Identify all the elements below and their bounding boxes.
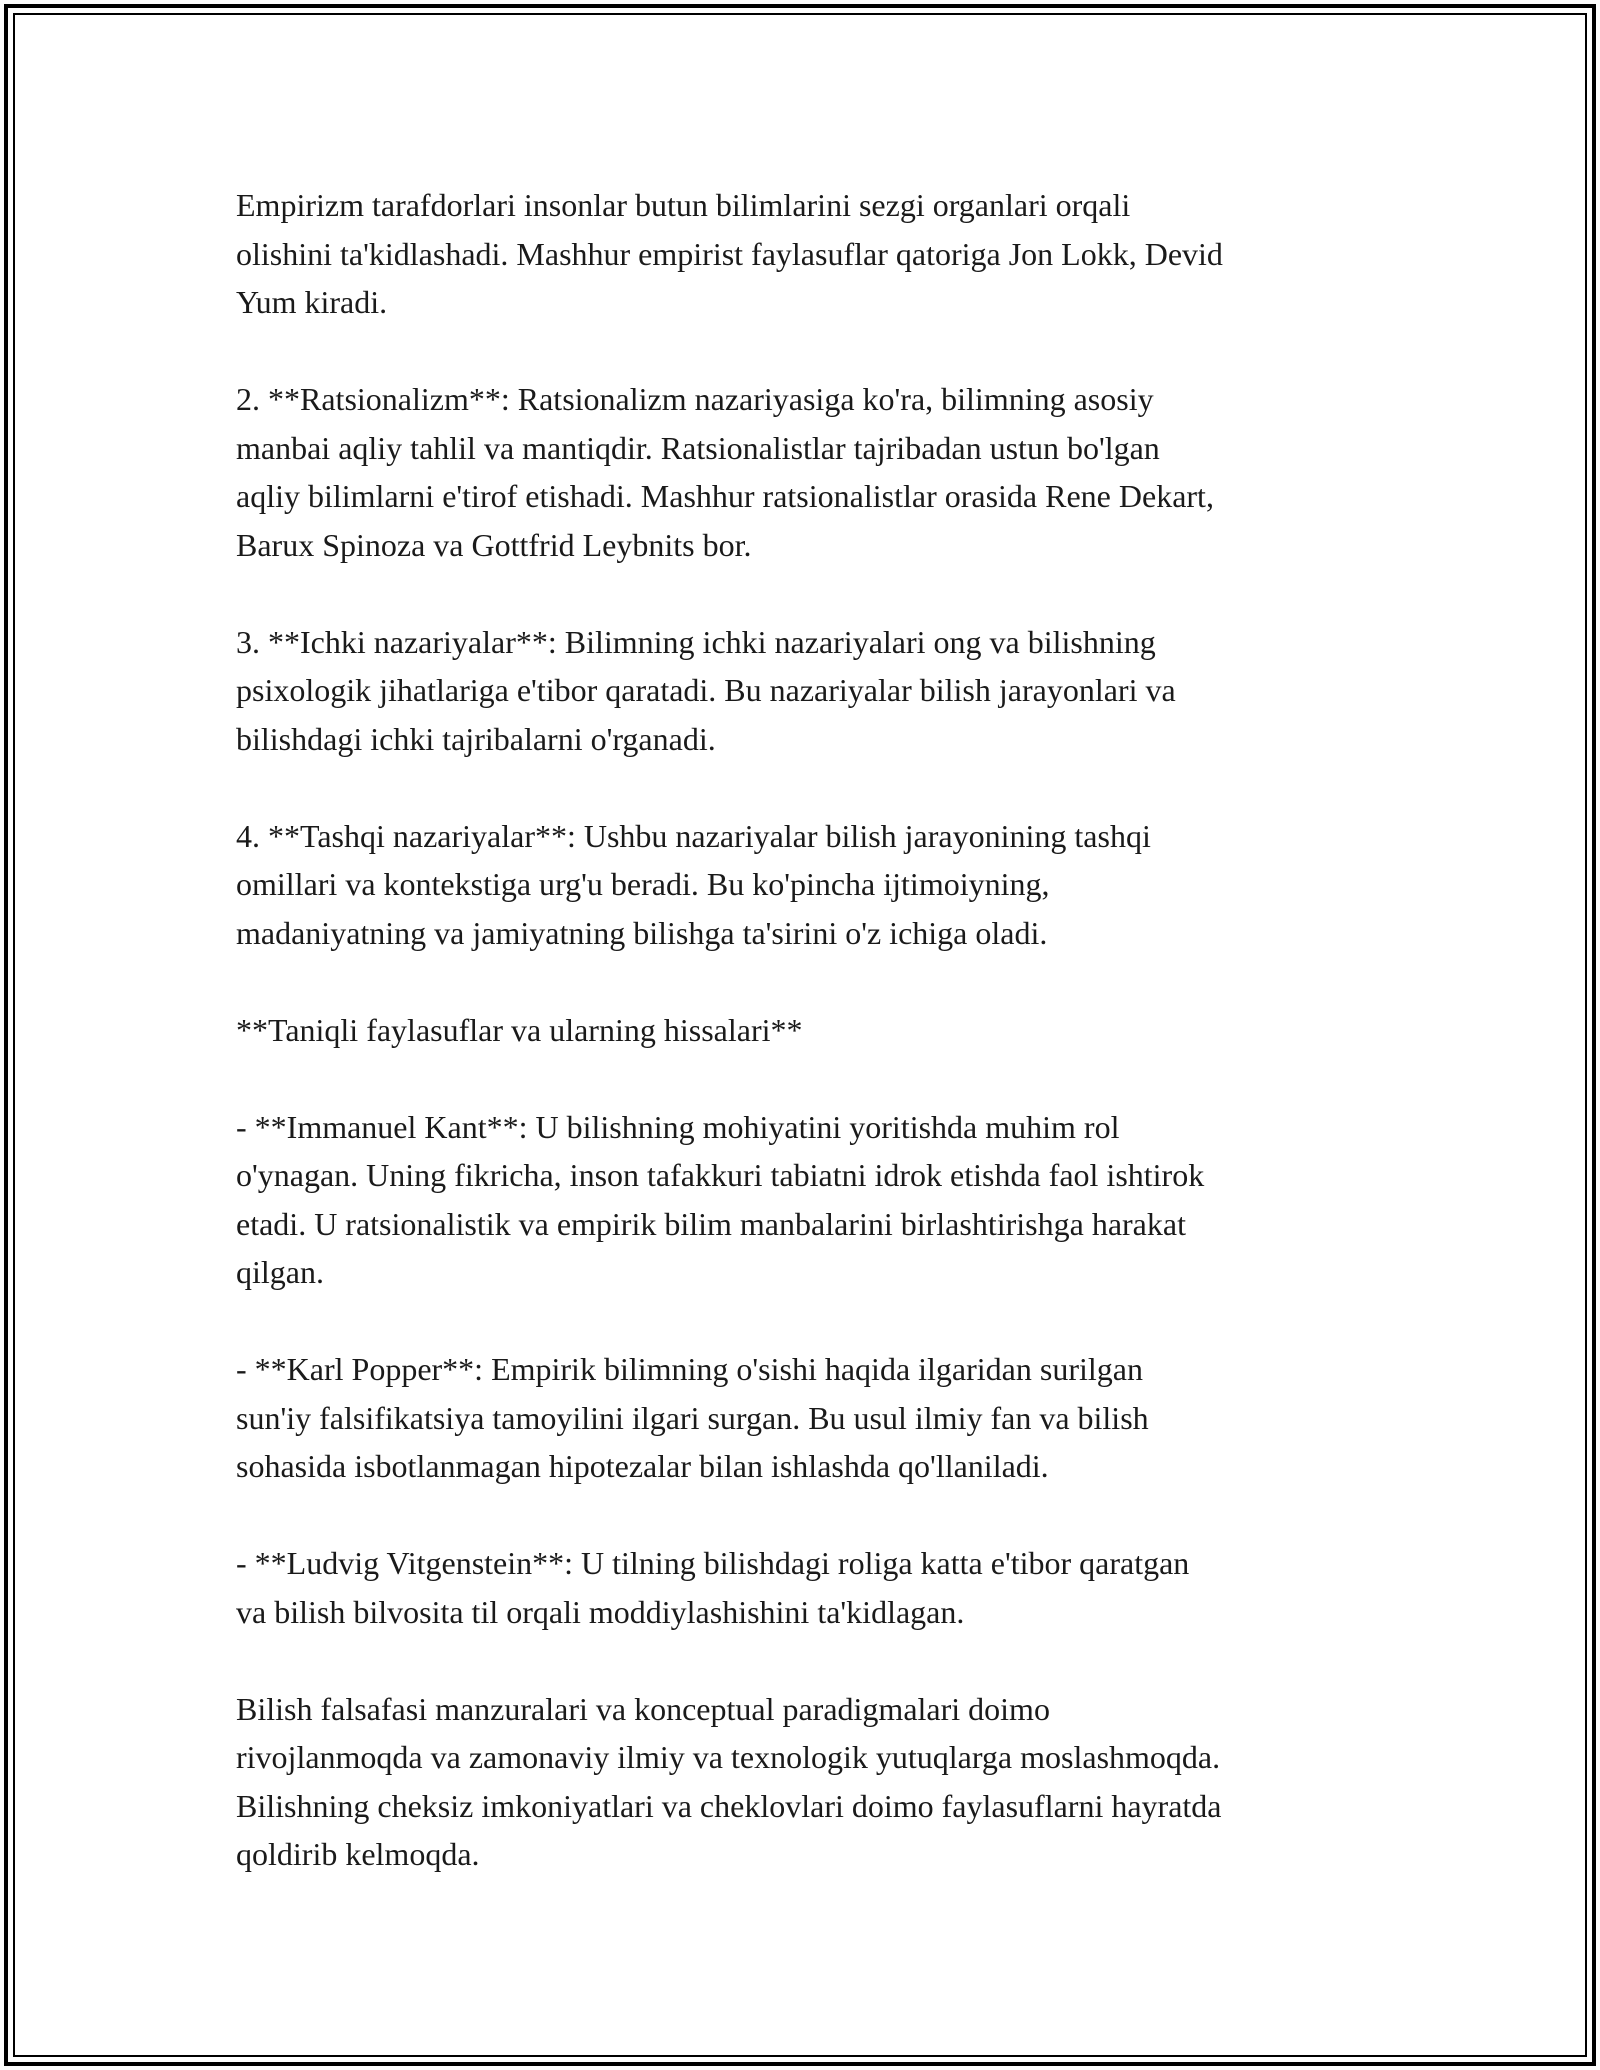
document-body: [236, 181, 1376, 1879]
text-line: 3. **Ichki nazariyalar**: Bilimning ichki nazariyalari ong va bilishning: [236, 623, 1156, 660]
text-line: omillari va kontekstiga urg'u beradi. Bu ko'pincha ijtimoiyning,: [236, 866, 1050, 902]
text-line: aqliy bilimlarni e'tirof etishadi. Mashhur ratsionalistlar orasida Rene Dekart,: [236, 478, 1214, 514]
text-line: etadi. U ratsionalistik va empirik bilim manbalarini birlashtirishga harakat: [236, 1205, 1186, 1242]
text-line: va bilish bilvosita til orqali moddiylashishini ta'kidlagan.: [236, 1593, 965, 1630]
list-item-vitgenstein: [236, 1539, 1376, 1636]
text-line: Barux Spinoza va Gottfrid Leybnits bor.: [236, 526, 752, 563]
text-line: psixologik jihatlariga e'tibor qaratadi. Bu nazariyalar bilish jarayonlari va: [236, 672, 1176, 708]
text-line: sun'iy falsifikatsiya tamoyilini ilgari surgan. Bu usul ilmiy fan va bilish: [236, 1399, 1149, 1436]
text-line: bilishdagi ichki tajribalarni o'rganadi.: [236, 720, 716, 757]
list-item-popper: [236, 1345, 1376, 1491]
text-line: - **Ludvig Vitgenstein**: U tilning bilishdagi roliga katta e'tibor qaratgan: [236, 1545, 1190, 1581]
text-line: **Taniqli faylasuflar va ularning hissalari**: [236, 1011, 803, 1048]
text-line: qoldirib kelmoqda.: [236, 1836, 480, 1872]
text-line: sohasida isbotlanmagan hipotezalar bilan ishlashda qo'llaniladi.: [236, 1448, 1049, 1484]
paragraph-empirizm-intro: [236, 181, 1376, 327]
text-line: manbai aqliy tahlil va mantiqdir. Ratsionalistlar tajribadan ustun bo'lgan: [236, 429, 1160, 466]
paragraph-tashqi-nazariyalar: [236, 812, 1376, 958]
text-line: rivojlanmoqda va zamonaviy ilmiy va texnologik yutuqlarga moslashmoqda.: [236, 1739, 1221, 1775]
text-line: qilgan.: [236, 1254, 324, 1290]
text-line: 2. **Ratsionalizm**: Ratsionalizm nazariyasiga ko'ra, bilimning asosiy: [236, 381, 1154, 417]
list-item-kant: [236, 1103, 1376, 1297]
section-heading-faylasuflar: [236, 1006, 1376, 1055]
paragraph-conclusion: [236, 1685, 1376, 1879]
text-line: - **Immanuel Kant**: U bilishning mohiyatini yoritishda muhim rol: [236, 1108, 1120, 1145]
text-line: - **Karl Popper**: Empirik bilimning o'sishi haqida ilgaridan surilgan: [236, 1351, 1143, 1387]
paragraph-ratsionalizm: [236, 375, 1376, 569]
text-line: Bilish falsafasi manzuralari va konceptual paradigmalari doimo: [236, 1690, 1050, 1727]
text-line: madaniyatning va jamiyatning bilishga ta'sirini o'z ichiga oladi.: [236, 914, 1048, 951]
text-line: olishini ta'kidlashadi. Mashhur empirist faylasuflar qatoriga Jon Lokk, Devid: [236, 235, 1223, 272]
text-line: 4. **Tashqi nazariyalar**: Ushbu nazariyalar bilish jarayonining tashqi: [236, 817, 1151, 854]
text-line: Yum kiradi.: [236, 284, 388, 320]
text-line: Empirizm tarafdorlari insonlar butun bilimlarini sezgi organlari orqali: [236, 187, 1131, 223]
paragraph-ichki-nazariyalar: [236, 618, 1376, 764]
text-line: Bilishning cheksiz imkoniyatlari va cheklovlari doimo faylasuflarni hayratda: [236, 1787, 1222, 1824]
text-line: o'ynagan. Uning fikricha, inson tafakkuri tabiatni idrok etishda faol ishtirok: [236, 1157, 1205, 1193]
